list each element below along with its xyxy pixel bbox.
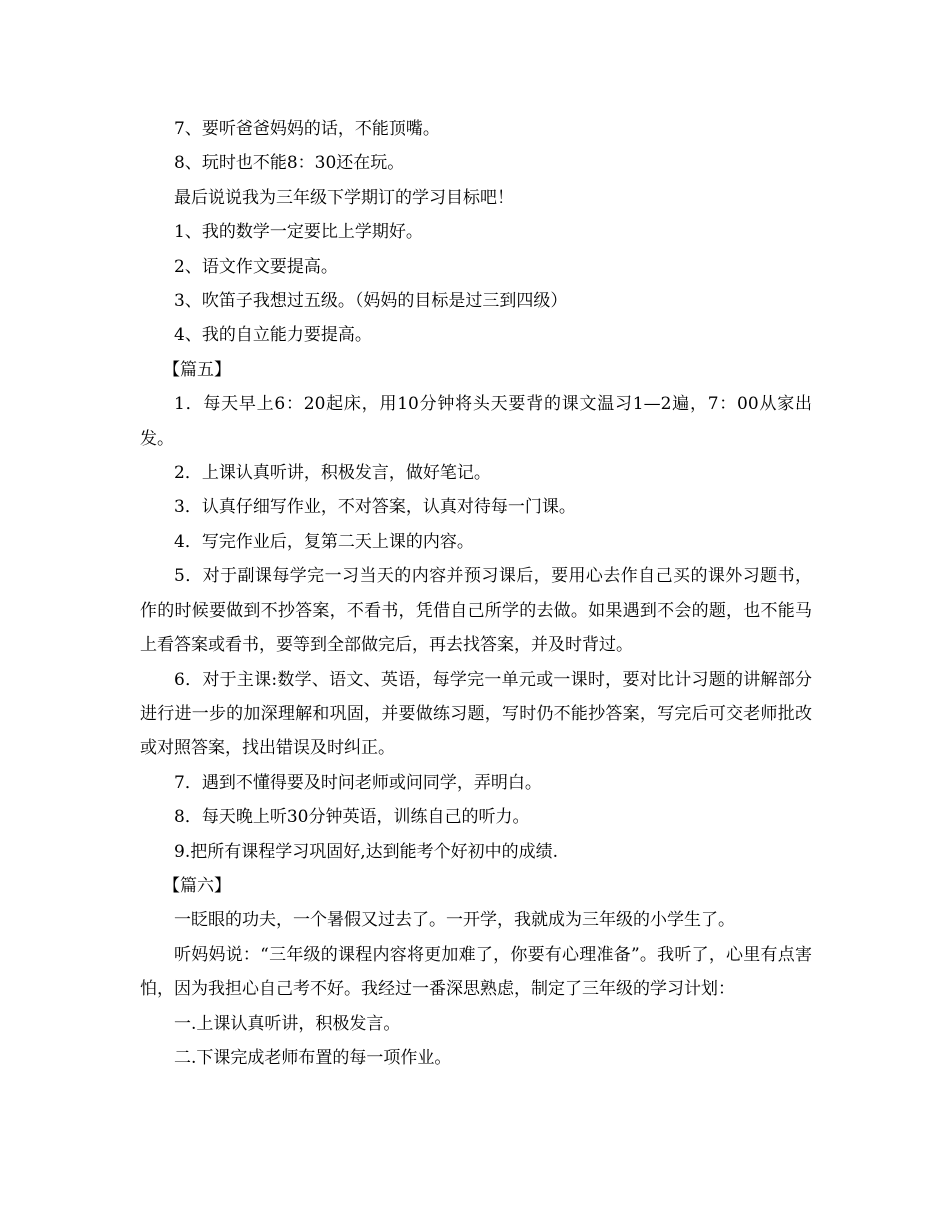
paragraph: 6．对于主课:数学、语文、英语，每学完一单元或一课时，要对比计习题的讲解部分进行进一步的加深理解和巩固，并要做练习题，写时仍不能抄答案，写完后可交老师批改或对照答案，找出错误及时纠正。	[140, 669, 812, 759]
paragraph: 最后说说我为三年级下学期订的学习目标吧！	[174, 187, 514, 208]
paragraph: 一眨眼的功夫，一个暑假又过去了。一开学，我就成为三年级的小学生了。	[174, 910, 735, 931]
paragraph: 4．写完作业后，复第二天上课的内容。	[174, 531, 474, 552]
document-page	[140, 112, 812, 1075]
paragraph: 5．对于副课每学完一习当天的内容并预习课后，要用心去作自己买的课外习题书，作的时候要做到不抄答案，不看书，凭借自己所学的去做。如果遇到不会的题，也不能马上看答案或看书，要等到全部做完后，再去找答案，并及时背过。	[140, 566, 812, 656]
paragraph: 2．上课认真听讲，积极发言，做好笔记。	[174, 463, 491, 484]
paragraph: 9.把所有课程学习巩固好,达到能考个好初中的成绩.	[174, 841, 559, 862]
paragraph: 7．遇到不懂得要及时问老师或问同学，弄明白。	[174, 772, 542, 793]
section-heading: 【篇五】	[163, 359, 231, 380]
paragraph: 1．每天早上6：20起床，用10分钟将头天要背的课文温习1—2遍，7：00从家出发。	[140, 394, 812, 449]
paragraph: 1、我的数学一定要比上学期好。	[174, 222, 423, 243]
paragraph: 8、玩时也不能8：30还在玩。	[174, 153, 405, 174]
section-heading: 【篇六】	[163, 875, 231, 896]
paragraph: 3、吹笛子我想过五级。（妈妈的目标是过三到四级）	[174, 291, 568, 312]
paragraph: 3．认真仔细写作业，不对答案，认真对待每一门课。	[174, 497, 576, 518]
paragraph: 一.上课认真听讲，积极发言。	[174, 1013, 401, 1034]
paragraph: 4、我的自立能力要提高。	[174, 325, 372, 346]
paragraph: 听妈妈说：“三年级的课程内容将更加难了，你要有心理准备”。我听了，心里有点害怕，因为我担心自己考不好。我经过一番深思熟虑，制定了三年级的学习计划：	[140, 944, 812, 1000]
paragraph: 8．每天晚上听30分钟英语，训练自己的听力。	[174, 807, 530, 828]
paragraph: 二.下课完成老师布置的每一项作业。	[174, 1047, 452, 1068]
paragraph: 2、语文作文要提高。	[174, 256, 338, 277]
paragraph: 7、要听爸爸妈妈的话，不能顶嘴。	[174, 119, 440, 139]
